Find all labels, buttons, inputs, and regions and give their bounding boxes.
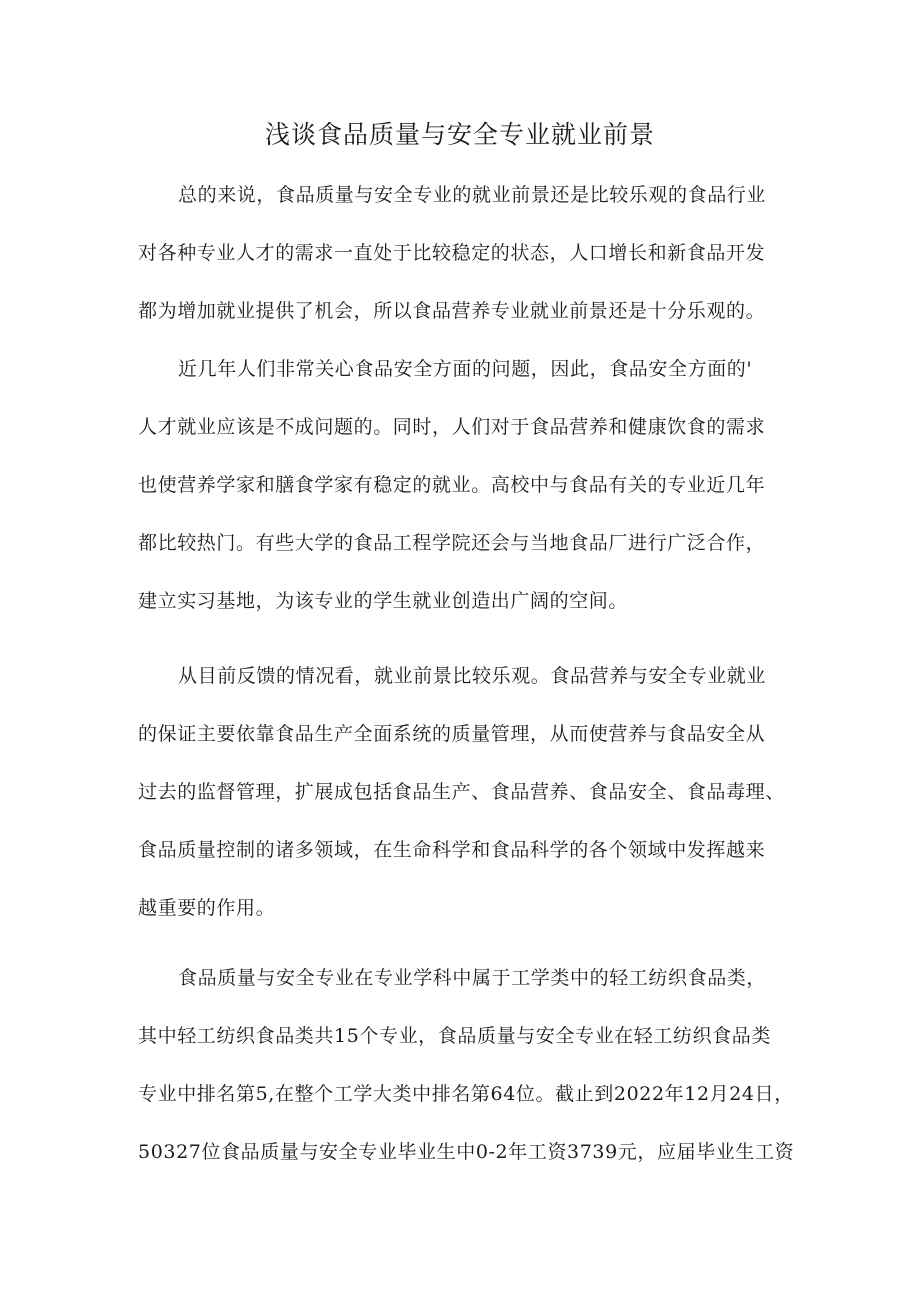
paragraph-4-line-1: 食品质量与安全专业在专业学科中属于工学类中的轻工纺织食品类，	[178, 967, 767, 989]
paragraph-2-line-1: 近几年人们非常关心食品安全方面的问题，因此，食品安全方面的'	[178, 358, 753, 380]
paragraph-3-line-4: 食品质量控制的诸多领域，在生命科学和食品科学的各个领域中发挥越来	[138, 839, 766, 861]
paragraph-3-line-2: 的保证主要依靠食品生产全面系统的质量管理，从而使营养与食品安全从	[138, 723, 766, 745]
paragraph-2-line-5: 建立实习基地，为该专业的学生就业创造出广阔的空间。	[138, 590, 629, 612]
paragraph-3-line-3: 过去的监督管理，扩展成包括食品生产、食品营养、食品安全、食品毒理、	[138, 781, 785, 803]
paragraph-2-line-2: 人才就业应该是不成问题的。同时，人们对于食品营养和健康饮食的需求	[138, 416, 766, 438]
paragraph-3-line-1: 从目前反馈的情况看，就业前景比较乐观。食品营养与安全专业就业	[178, 665, 767, 687]
paragraph-1-line-1: 总的来说，食品质量与安全专业的就业前景还是比较乐观的食品行业	[178, 184, 767, 206]
document-title: 浅谈食品质量与安全专业就业前景	[264, 120, 655, 149]
paragraph-4-line-2: 其中轻工纺织食品类共15个专业，食品质量与安全专业在轻工纺织食品类	[138, 1025, 771, 1047]
paragraph-2-line-4: 都比较热门。有些大学的食品工程学院还会与当地食品厂进行广泛合作，	[138, 532, 766, 554]
paragraph-4-line-3: 专业中排名第5,在整个工学大类中排名第64位。截止到2022年12月24日，	[138, 1083, 794, 1105]
paragraph-2-line-3: 也使营养学家和膳食学家有稳定的就业。高校中与食品有关的专业近几年	[138, 474, 766, 496]
paragraph-1-line-3: 都为增加就业提供了机会，所以食品营养专业就业前景还是十分乐观的。	[138, 300, 766, 322]
paragraph-4-line-4: 50327位食品质量与安全专业毕业生中0-2年工资3739元，应届毕业生工资	[138, 1141, 795, 1163]
paragraph-3-line-5: 越重要的作用。	[138, 897, 276, 919]
paragraph-1-line-2: 对各种专业人才的需求一直处于比较稳定的状态，人口增长和新食品开发	[138, 242, 766, 264]
